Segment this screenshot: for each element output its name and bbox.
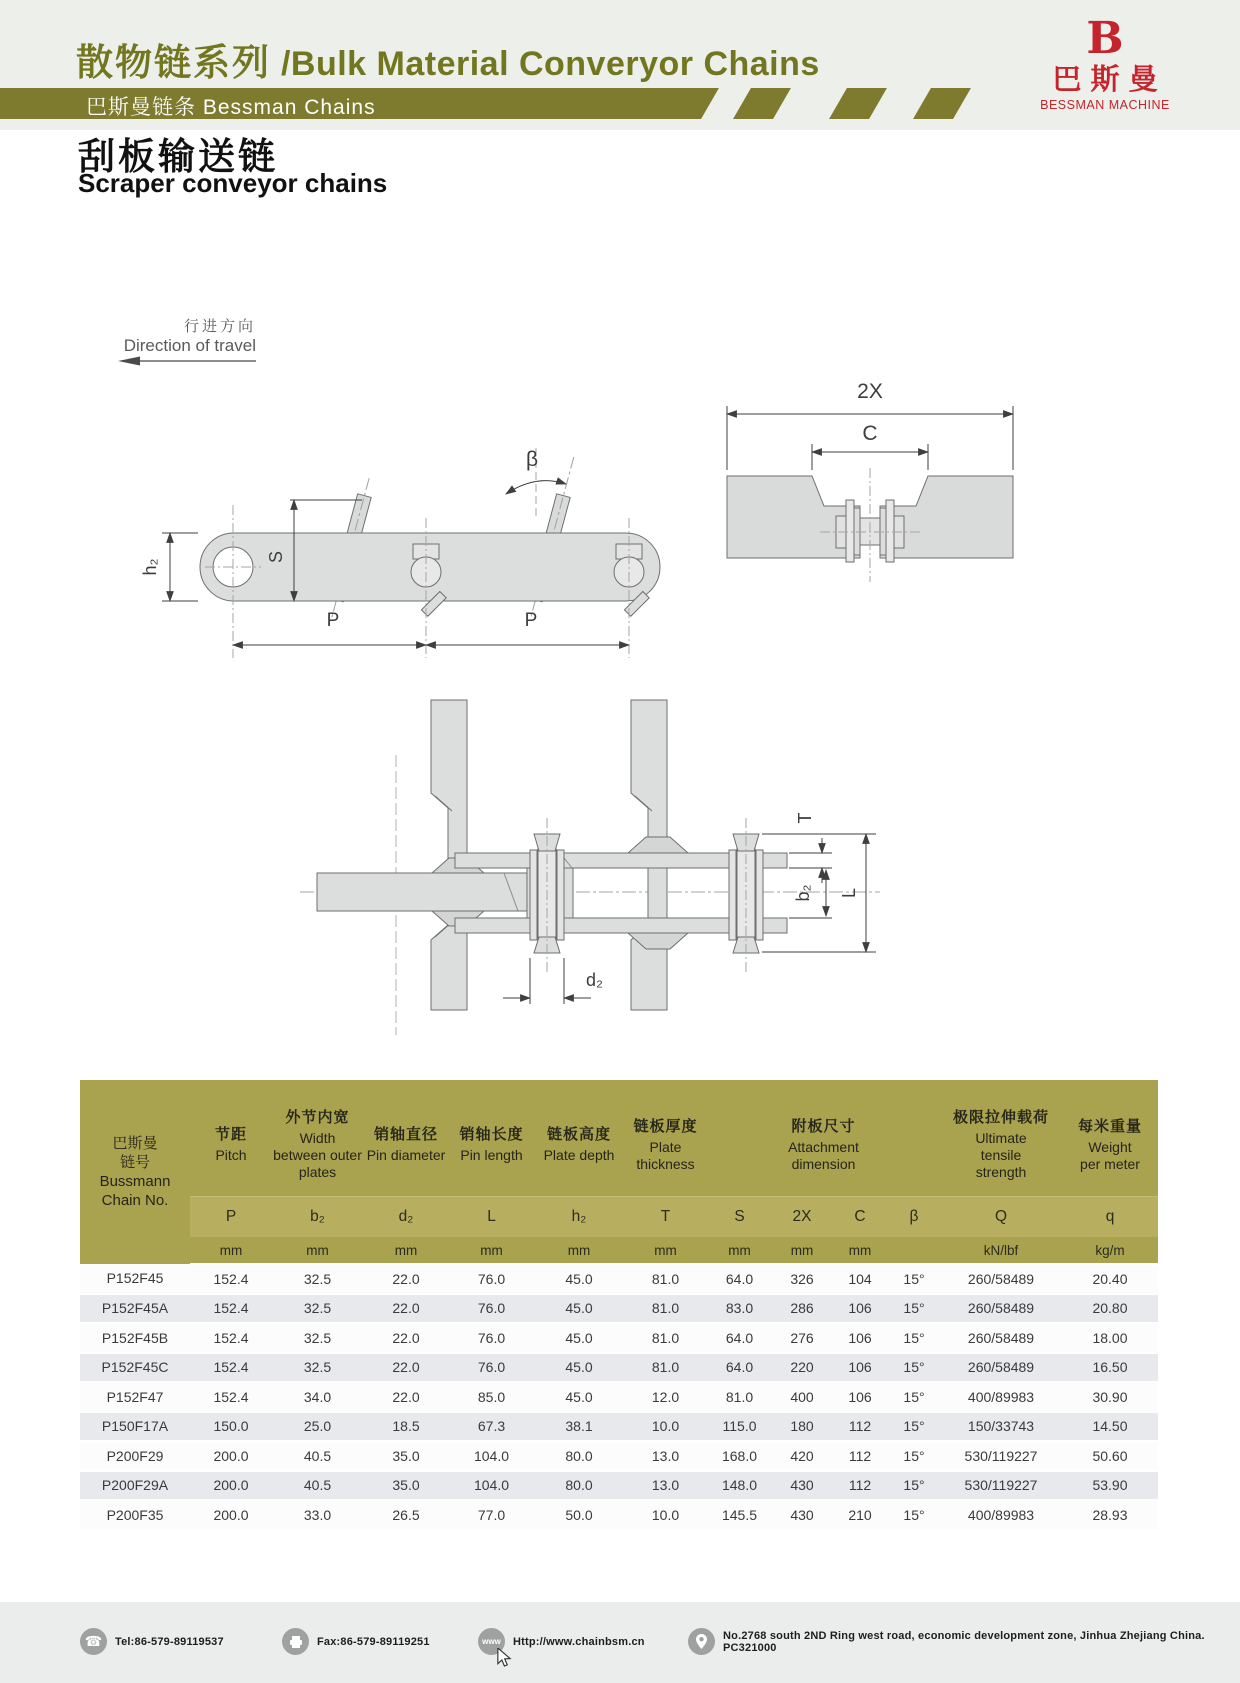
dim-label-l: L (839, 887, 859, 899)
dim-label-s: S (266, 550, 286, 564)
cell-chain-no: P152F45B (80, 1323, 190, 1353)
pin (530, 818, 564, 972)
footer-fax: Fax:86-579-89119251 (282, 1628, 430, 1655)
footer-web[interactable]: www Http://www.chainbsm.cn (478, 1628, 645, 1655)
table-row: P200F29 200.0 40.5 35.0 104.0 80.0 13.0 168.0 420 112 15° 530/119227 50.60 (80, 1441, 1158, 1471)
header-tensile: 极限拉伸载荷 Ultimate tensile strength (940, 1080, 1062, 1197)
section-heading-zh: 刮板输送链 (78, 136, 278, 177)
page-title (76, 32, 820, 86)
header-chain-no-line: 链号 (119, 1154, 150, 1171)
logo-b-icon: B (1086, 13, 1124, 64)
unit-row: mm mm mm mm mm mm mm mm mm kN/lbf kg/m (80, 1237, 1158, 1264)
cell-chain-no: P152F47 (80, 1382, 190, 1412)
side-view-diagram (140, 448, 660, 658)
spec-table-wrap (80, 1080, 1158, 1531)
table-row: P152F45C 152.4 32.5 22.0 76.0 45.0 81.0 64.0 220 106 15° 260/58489 16.50 (80, 1353, 1158, 1383)
header-plate-depth: 链板高度 Plate depth (534, 1080, 624, 1197)
mouse-cursor-icon (496, 1648, 514, 1668)
header-pin-length: 销轴长度 Pin length (449, 1080, 534, 1197)
direction-label-en: Direction of travel (123, 336, 256, 355)
dim-label-t: T (795, 812, 815, 824)
dim-label-2x: 2X (857, 380, 883, 403)
plan-view-diagram (300, 700, 880, 1035)
direction-label-zh: 行进方向 (183, 318, 256, 335)
header-attachment: 附板尺寸 Attachment dimension (707, 1080, 940, 1197)
footer-tel: ☎ Tel:86-579-89119537 (80, 1628, 224, 1655)
dim-label-h2: h₂ (140, 558, 160, 576)
header-pin-diameter: 销轴直径 Pin diameter (363, 1080, 449, 1197)
cell-chain-no: P150F17A (80, 1412, 190, 1442)
company-logo (1020, 13, 1190, 113)
header-width: 外节内宽 Width between outer plates (272, 1080, 363, 1197)
header-plate-thickness: 链板厚度 Plate thickness (624, 1080, 707, 1197)
table-row: P152F47 152.4 34.0 22.0 85.0 45.0 12.0 81.0 400 106 15° 400/89983 30.90 (80, 1382, 1158, 1412)
table-row: P150F17A 150.0 25.0 18.5 67.3 38.1 10.0 115.0 180 112 15° 150/33743 14.50 (80, 1412, 1158, 1442)
spec-table (80, 1080, 1158, 1531)
cell-chain-no: P152F45C (80, 1353, 190, 1383)
pin (729, 818, 763, 972)
dim-label-p: P (524, 610, 538, 631)
direction-arrow (118, 357, 256, 366)
series-banner-label: 巴斯曼链条 Bessman Chains (86, 96, 376, 119)
dim-label-p: P (326, 610, 340, 631)
logo-name-en: BESSMAN MACHINE (1040, 98, 1170, 112)
cell-chain-no: P152F45A (80, 1294, 190, 1324)
cell-chain-no: P200F29A (80, 1471, 190, 1501)
dim-label-c: C (862, 422, 878, 445)
technical-drawings (0, 270, 1240, 1060)
header-weight: 每米重量 Weight per meter (1062, 1080, 1158, 1197)
footer-address: No.2768 south 2ND Ring west road, economic development zone, Jinhua Zhejiang China. PC321000 (688, 1628, 1240, 1655)
symbol-row: P b₂ d₂ L h₂ T S 2X C β Q q (80, 1197, 1158, 1238)
header-chain-no-line: 巴斯曼 (112, 1135, 158, 1152)
dim-label-b2: b₂ (793, 884, 813, 902)
page-title-en: /Bulk Material Converyor Chains (271, 45, 820, 83)
front-view-diagram (727, 380, 1013, 582)
header-chain-no-line: Chain No. (101, 1192, 169, 1209)
spec-table-body (80, 1264, 1158, 1530)
dim-label-d2: d₂ (586, 970, 603, 990)
location-pin-icon (688, 1628, 715, 1655)
header-chain-no-line: Bussmann (99, 1173, 171, 1190)
header-chain-no (80, 1080, 190, 1264)
header-pitch: 节距 Pitch (190, 1080, 272, 1197)
footer-bar (0, 1602, 1240, 1683)
table-row: P152F45B 152.4 32.5 22.0 76.0 45.0 81.0 64.0 276 106 15° 260/58489 18.00 (80, 1323, 1158, 1353)
cell-chain-no: P200F35 (80, 1500, 190, 1530)
fax-icon (282, 1628, 309, 1655)
globe-icon: www (478, 1628, 505, 1655)
table-row: P152F45A 152.4 32.5 22.0 76.0 45.0 81.0 83.0 286 106 15° 260/58489 20.80 (80, 1294, 1158, 1324)
cell-chain-no: P200F29 (80, 1441, 190, 1471)
phone-icon: ☎ (80, 1628, 107, 1655)
table-row: P152F45 152.4 32.5 22.0 76.0 45.0 81.0 64.0 326 104 15° 260/58489 20.40 (80, 1264, 1158, 1294)
table-row: P200F29A 200.0 40.5 35.0 104.0 80.0 13.0 148.0 430 112 15° 530/119227 53.90 (80, 1471, 1158, 1501)
cell-chain-no: P152F45 (80, 1264, 190, 1294)
page-title-zh: 散物链系列 (76, 42, 271, 83)
table-row: P200F35 200.0 33.0 26.5 77.0 50.0 10.0 145.5 430 210 15° 400/89983 28.93 (80, 1500, 1158, 1530)
section-heading-en: Scraper conveyor chains (78, 168, 388, 198)
logo-name-zh: 巴斯曼 (1052, 64, 1167, 96)
dim-label-beta: β (525, 448, 539, 471)
